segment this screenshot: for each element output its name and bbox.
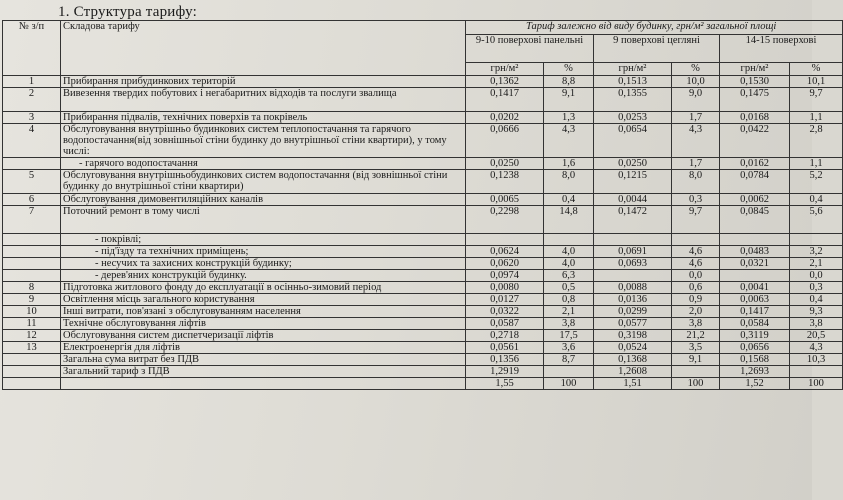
header-highrise: 14-15 поверхові <box>720 35 843 63</box>
row-name: Обслуговування внутрішньо будинкових систем теплопостачання та гарячого водопостачання(від зовнішньої стіни будинку до внутрішньої стіни квартири), у тому числі: <box>61 124 466 158</box>
table-row <box>3 366 843 378</box>
row-name: - під'їзду та технічних приміщень; <box>61 246 466 258</box>
value-brick: 0,1472 <box>594 206 672 234</box>
percent-brick: 10,0 <box>672 76 720 88</box>
row-number <box>3 158 61 170</box>
row-number <box>3 234 61 246</box>
percent-highrise: 1,1 <box>790 158 843 170</box>
value-highrise <box>720 270 790 282</box>
pct-header: % <box>672 63 720 76</box>
value-highrise: 0,1475 <box>720 88 790 112</box>
table-row <box>3 330 843 342</box>
value-highrise: 0,3119 <box>720 330 790 342</box>
percent-brick: 4,6 <box>672 246 720 258</box>
header-number: № з/п <box>3 21 61 76</box>
percent-panel <box>544 234 594 246</box>
value-brick: 0,0044 <box>594 194 672 206</box>
value-panel: 0,0202 <box>466 112 544 124</box>
percent-panel: 1,3 <box>544 112 594 124</box>
percent-panel: 17,5 <box>544 330 594 342</box>
percent-highrise: 10,3 <box>790 354 843 366</box>
percent-panel: 6,3 <box>544 270 594 282</box>
percent-brick: 0,6 <box>672 282 720 294</box>
table-row <box>3 258 843 270</box>
value-brick: 0,1368 <box>594 354 672 366</box>
row-number <box>3 246 61 258</box>
value-brick: 0,1355 <box>594 88 672 112</box>
value-highrise: 1,2693 <box>720 366 790 378</box>
value-brick: 0,1513 <box>594 76 672 88</box>
value-panel: 0,0561 <box>466 342 544 354</box>
percent-panel <box>544 366 594 378</box>
value-highrise: 0,0321 <box>720 258 790 270</box>
value-highrise: 0,0584 <box>720 318 790 330</box>
row-number: 10 <box>3 306 61 318</box>
value-highrise: 0,0063 <box>720 294 790 306</box>
percent-panel: 8,0 <box>544 170 594 194</box>
value-panel: 0,0620 <box>466 258 544 270</box>
percent-brick: 9,1 <box>672 354 720 366</box>
value-brick: 0,0693 <box>594 258 672 270</box>
percent-highrise: 3,8 <box>790 318 843 330</box>
row-number: 9 <box>3 294 61 306</box>
percent-brick: 0,0 <box>672 270 720 282</box>
percent-panel: 1,6 <box>544 158 594 170</box>
row-name: Інші витрати, пов'язані з обслуговуванням населення <box>61 306 466 318</box>
table-row <box>3 234 843 246</box>
value-brick: 1,51 <box>594 378 672 390</box>
table-row <box>3 170 843 194</box>
value-highrise: 0,0041 <box>720 282 790 294</box>
row-name: Прибирання прибудинкових територій <box>61 76 466 88</box>
row-name: Електроенергія для ліфтів <box>61 342 466 354</box>
percent-brick: 9,0 <box>672 88 720 112</box>
row-number: 1 <box>3 76 61 88</box>
percent-brick: 3,8 <box>672 318 720 330</box>
percent-highrise: 0,4 <box>790 194 843 206</box>
table-row <box>3 378 843 390</box>
table-body <box>3 76 843 390</box>
percent-brick <box>672 366 720 378</box>
percent-brick: 9,7 <box>672 206 720 234</box>
value-panel: 0,0250 <box>466 158 544 170</box>
row-name: Загальний тариф з ПДВ <box>61 366 466 378</box>
table-row <box>3 194 843 206</box>
row-number <box>3 258 61 270</box>
value-brick: 0,0136 <box>594 294 672 306</box>
percent-panel: 4,0 <box>544 246 594 258</box>
percent-highrise: 9,3 <box>790 306 843 318</box>
percent-brick <box>672 234 720 246</box>
percent-highrise: 9,7 <box>790 88 843 112</box>
percent-panel: 0,5 <box>544 282 594 294</box>
value-highrise: 0,0422 <box>720 124 790 158</box>
row-number: 2 <box>3 88 61 112</box>
row-number: 7 <box>3 206 61 234</box>
value-panel: 0,0974 <box>466 270 544 282</box>
row-name: - гарячого водопостачання <box>61 158 466 170</box>
row-number <box>3 354 61 366</box>
value-brick: 0,0253 <box>594 112 672 124</box>
percent-brick: 1,7 <box>672 112 720 124</box>
table-row <box>3 342 843 354</box>
value-highrise: 0,0656 <box>720 342 790 354</box>
row-number: 13 <box>3 342 61 354</box>
value-highrise: 0,1530 <box>720 76 790 88</box>
value-panel <box>466 234 544 246</box>
unit-header: грн/м² <box>720 63 790 76</box>
percent-brick: 0,9 <box>672 294 720 306</box>
percent-brick: 2,0 <box>672 306 720 318</box>
header-panel: 9-10 поверхові панельні <box>466 35 594 63</box>
value-panel: 1,2919 <box>466 366 544 378</box>
percent-highrise: 20,5 <box>790 330 843 342</box>
row-number: 5 <box>3 170 61 194</box>
row-name: Освітлення місць загального користування <box>61 294 466 306</box>
value-panel: 0,2298 <box>466 206 544 234</box>
percent-panel: 9,1 <box>544 88 594 112</box>
table-row <box>3 76 843 88</box>
row-number: 6 <box>3 194 61 206</box>
percent-brick: 4,6 <box>672 258 720 270</box>
percent-highrise: 0,4 <box>790 294 843 306</box>
tariff-table <box>2 20 843 390</box>
row-name: Підготовка житлового фонду до експлуатації в осінньо-зимовий період <box>61 282 466 294</box>
percent-highrise <box>790 234 843 246</box>
percent-highrise: 2,1 <box>790 258 843 270</box>
row-number <box>3 270 61 282</box>
value-brick: 0,0577 <box>594 318 672 330</box>
table-row <box>3 158 843 170</box>
value-panel: 0,1417 <box>466 88 544 112</box>
percent-highrise: 10,1 <box>790 76 843 88</box>
header-name: Складова тарифу <box>61 21 466 76</box>
row-number: 12 <box>3 330 61 342</box>
percent-highrise: 0,0 <box>790 270 843 282</box>
percent-highrise: 1,1 <box>790 112 843 124</box>
value-highrise: 0,1417 <box>720 306 790 318</box>
value-panel: 0,1238 <box>466 170 544 194</box>
percent-highrise: 100 <box>790 378 843 390</box>
value-highrise: 0,1568 <box>720 354 790 366</box>
percent-panel: 4,3 <box>544 124 594 158</box>
row-name: Вивезення твердих побутових і негабаритних відходів та послуги звалища <box>61 88 466 112</box>
value-highrise: 0,0845 <box>720 206 790 234</box>
unit-header: грн/м² <box>466 63 544 76</box>
percent-highrise: 3,2 <box>790 246 843 258</box>
value-panel: 0,1356 <box>466 354 544 366</box>
percent-brick: 100 <box>672 378 720 390</box>
value-panel: 0,2718 <box>466 330 544 342</box>
value-highrise: 0,0168 <box>720 112 790 124</box>
unit-header: грн/м² <box>594 63 672 76</box>
percent-panel: 2,1 <box>544 306 594 318</box>
value-panel: 0,0666 <box>466 124 544 158</box>
percent-panel: 100 <box>544 378 594 390</box>
percent-highrise: 2,8 <box>790 124 843 158</box>
value-panel: 0,0322 <box>466 306 544 318</box>
header-brick: 9 поверхові цегляні <box>594 35 720 63</box>
percent-panel: 8,8 <box>544 76 594 88</box>
row-name: Технічне обслуговування ліфтів <box>61 318 466 330</box>
row-name: - дерев'яних конструкцій будинку. <box>61 270 466 282</box>
percent-brick: 0,3 <box>672 194 720 206</box>
percent-brick: 8,0 <box>672 170 720 194</box>
row-name: Обслуговування систем диспетчеризації ліфтів <box>61 330 466 342</box>
value-panel: 0,0587 <box>466 318 544 330</box>
header-group: Тариф залежно від виду будинку, грн/м² загальної площі <box>466 21 843 35</box>
percent-highrise: 0,3 <box>790 282 843 294</box>
percent-panel: 4,0 <box>544 258 594 270</box>
row-number: 3 <box>3 112 61 124</box>
value-brick: 0,0691 <box>594 246 672 258</box>
value-panel: 0,1362 <box>466 76 544 88</box>
value-panel: 1,55 <box>466 378 544 390</box>
value-highrise: 0,0784 <box>720 170 790 194</box>
value-brick: 0,0654 <box>594 124 672 158</box>
percent-highrise: 4,3 <box>790 342 843 354</box>
percent-brick: 4,3 <box>672 124 720 158</box>
table-row <box>3 206 843 234</box>
table-row <box>3 88 843 112</box>
percent-brick: 21,2 <box>672 330 720 342</box>
row-number <box>3 378 61 390</box>
table-row <box>3 282 843 294</box>
row-name: - несучих та захисних конструкцій будинку; <box>61 258 466 270</box>
percent-highrise: 5,2 <box>790 170 843 194</box>
percent-highrise: 5,6 <box>790 206 843 234</box>
row-name: Прибирання підвалів, технічних поверхів та покрівель <box>61 112 466 124</box>
percent-panel: 0,4 <box>544 194 594 206</box>
row-name: Обслуговування димовентиляційних каналів <box>61 194 466 206</box>
value-brick: 0,0299 <box>594 306 672 318</box>
value-highrise <box>720 234 790 246</box>
table-row <box>3 294 843 306</box>
table-row <box>3 354 843 366</box>
value-brick: 0,3198 <box>594 330 672 342</box>
value-highrise: 0,0162 <box>720 158 790 170</box>
row-number: 4 <box>3 124 61 158</box>
value-highrise: 0,0483 <box>720 246 790 258</box>
value-brick: 0,0524 <box>594 342 672 354</box>
value-brick: 0,0088 <box>594 282 672 294</box>
value-highrise: 0,0062 <box>720 194 790 206</box>
value-panel: 0,0080 <box>466 282 544 294</box>
row-name <box>61 378 466 390</box>
value-highrise: 1,52 <box>720 378 790 390</box>
value-panel: 0,0624 <box>466 246 544 258</box>
table-row <box>3 246 843 258</box>
section-heading: 1. Структура тарифу: <box>58 4 197 20</box>
row-name: Загальна сума витрат без ПДВ <box>61 354 466 366</box>
value-brick <box>594 270 672 282</box>
value-panel: 0,0065 <box>466 194 544 206</box>
row-name: - покрівлі; <box>61 234 466 246</box>
percent-highrise <box>790 366 843 378</box>
percent-panel: 3,8 <box>544 318 594 330</box>
table-row <box>3 124 843 158</box>
pct-header: % <box>790 63 843 76</box>
percent-panel: 8,7 <box>544 354 594 366</box>
percent-brick: 3,5 <box>672 342 720 354</box>
row-name: Обслуговування внутрішньобудинкових систем водопостачання (від зовнішньої стіни будинку до внутрішньої стіни квартири) <box>61 170 466 194</box>
percent-brick: 1,7 <box>672 158 720 170</box>
row-number <box>3 366 61 378</box>
row-number: 11 <box>3 318 61 330</box>
percent-panel: 0,8 <box>544 294 594 306</box>
table-row <box>3 318 843 330</box>
table-row <box>3 112 843 124</box>
percent-panel: 14,8 <box>544 206 594 234</box>
row-number: 8 <box>3 282 61 294</box>
value-panel: 0,0127 <box>466 294 544 306</box>
pct-header: % <box>544 63 594 76</box>
value-brick: 0,0250 <box>594 158 672 170</box>
value-brick <box>594 234 672 246</box>
value-brick: 0,1215 <box>594 170 672 194</box>
percent-panel: 3,6 <box>544 342 594 354</box>
table-row <box>3 306 843 318</box>
table-row <box>3 270 843 282</box>
row-name: Поточний ремонт в тому числі <box>61 206 466 234</box>
value-brick: 1,2608 <box>594 366 672 378</box>
